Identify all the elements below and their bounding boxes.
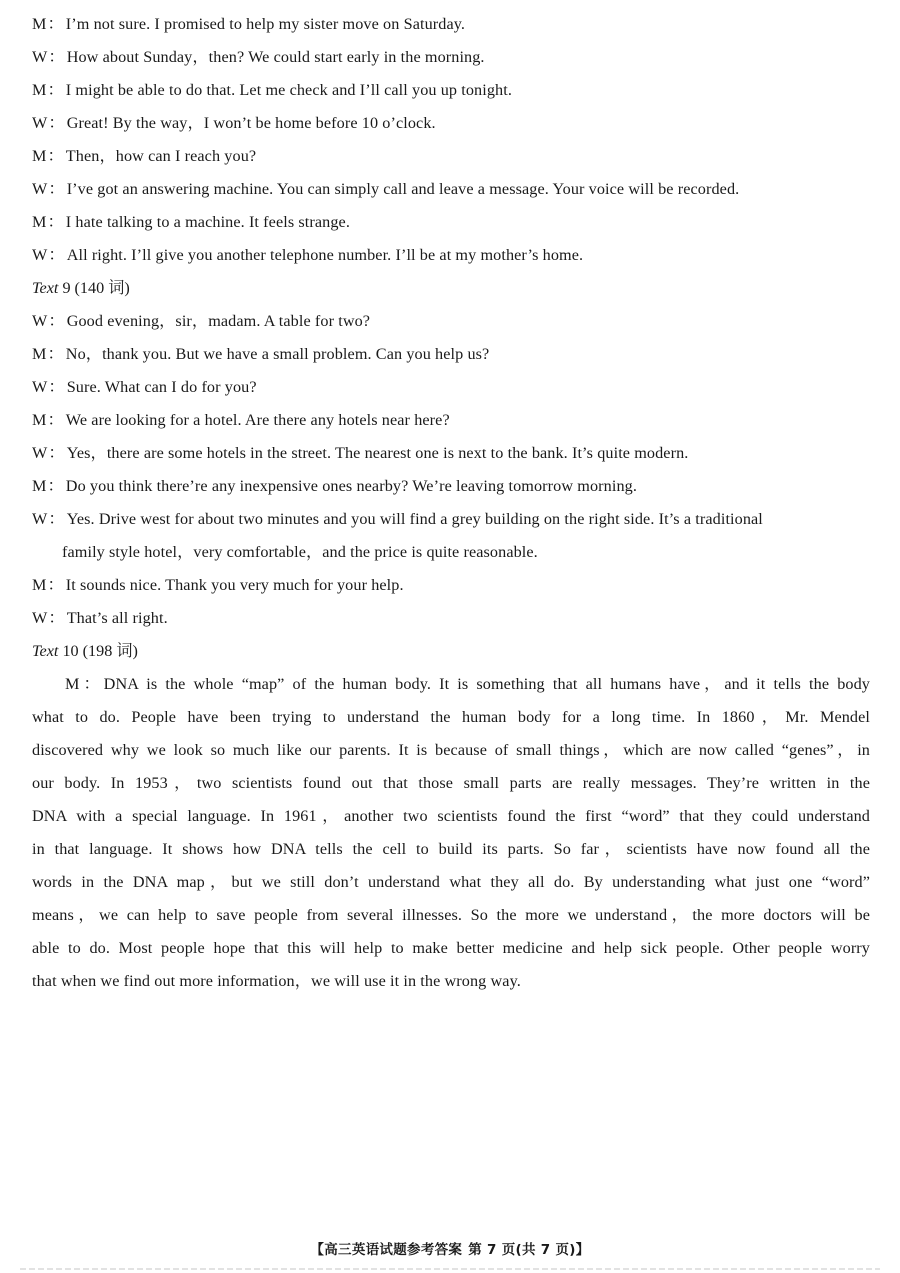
dialogue-text: I’m not sure. I promised to help my sister move on Saturday. xyxy=(65,15,466,33)
dialogue-text: I hate talking to a machine. It feels strange. xyxy=(65,213,350,231)
speaker-label: W xyxy=(32,48,48,66)
speaker-label: M xyxy=(32,477,47,495)
dialogue-text: No，thank you. But we have a small problem. Can you help us? xyxy=(65,345,490,363)
speaker-label: W xyxy=(32,378,48,396)
dialogue-text: It sounds nice. Thank you very much for your help. xyxy=(65,576,404,594)
section-name: Text xyxy=(32,642,59,660)
section-heading-text9 xyxy=(32,272,870,305)
section-number: 9 xyxy=(62,279,71,297)
dialogue-line xyxy=(32,305,870,338)
document-page xyxy=(32,8,870,998)
dialogue-line xyxy=(32,74,870,107)
speaker-label: M xyxy=(32,147,47,165)
dialogue-line xyxy=(32,41,870,74)
footer-page-number: 第 7 页(共 7 页)】 xyxy=(468,1242,590,1258)
section-number: 10 xyxy=(62,642,79,660)
paragraph-line: able to do. Most people hope that this will help to make better medicine and help sick people. Other people worry xyxy=(32,939,870,957)
speaker-label: M xyxy=(32,411,47,429)
speaker-label: W xyxy=(32,510,48,528)
dialogue-text: Yes. Drive west for about two minutes and you will find a grey building on the right side. It’s a traditional xyxy=(66,510,763,528)
speaker-separator: ： xyxy=(47,213,64,231)
dialogue-text: Sure. What can I do for you? xyxy=(66,378,257,396)
dialogue-line xyxy=(32,140,870,173)
section-word-count: (140 词) xyxy=(74,279,130,297)
dialogue-text: We are looking for a hotel. Are there any hotels near here? xyxy=(65,411,450,429)
paragraph-line: in that language. It shows how DNA tells the cell to build its parts. So far，scientists have now found all the xyxy=(32,840,870,858)
paragraph-line: discovered why we look so much like our parents. It is because of small things，which are now called “genes”，in xyxy=(32,741,870,759)
dialogue-text: How about Sunday，then? We could start early in the morning. xyxy=(66,48,485,66)
speaker-label: W xyxy=(32,180,48,198)
dialogue-line-continuation xyxy=(32,536,870,569)
dialogue-text: Good evening，sir，madam. A table for two? xyxy=(66,312,371,330)
speaker-separator: ： xyxy=(47,147,64,165)
dialogue-section-b xyxy=(32,305,870,635)
speaker-separator: ： xyxy=(47,81,64,99)
dialogue-line xyxy=(32,8,870,41)
speaker-label: W xyxy=(32,312,48,330)
speaker-label: M xyxy=(32,213,47,231)
speaker-separator: ： xyxy=(48,246,65,264)
dialogue-line xyxy=(32,107,870,140)
speaker-label: M xyxy=(32,576,47,594)
speaker-separator: ： xyxy=(48,444,65,462)
speaker-separator: ： xyxy=(47,477,64,495)
speaker-separator: ： xyxy=(47,345,64,363)
dialogue-text: All right. I’ll give you another telephone number. I’ll be at my mother’s home. xyxy=(66,246,584,264)
dialogue-line xyxy=(32,338,870,371)
speaker-label: W xyxy=(32,444,48,462)
speaker-label: W xyxy=(32,114,48,132)
dialogue-text: family style hotel，very comfortable，and the price is quite reasonable. xyxy=(62,543,538,561)
speaker-separator: ： xyxy=(48,114,65,132)
bottom-divider xyxy=(20,1268,880,1270)
paragraph-line: means，we can help to save people from several illnesses. So the more we understand，the more doctors will be xyxy=(32,906,870,924)
dialogue-line xyxy=(32,371,870,404)
monologue-paragraph xyxy=(32,668,870,998)
dialogue-line xyxy=(32,173,870,206)
dialogue-line xyxy=(32,503,870,536)
paragraph-line: DNA with a special language. In 1961，another two scientists found the first “word” that they could understand xyxy=(32,807,870,825)
dialogue-text: Do you think there’re any inexpensive ones nearby? We’re leaving tomorrow morning. xyxy=(65,477,637,495)
paragraph-line: what to do. People have been trying to understand the human body for a long time. In 1860，Mr. Mendel xyxy=(32,708,870,726)
dialogue-line xyxy=(32,569,870,602)
speaker-separator: ： xyxy=(48,378,65,396)
section-name: Text xyxy=(32,279,59,297)
speaker-label: M xyxy=(32,81,47,99)
paragraph-line: M：DNA is the whole “map” of the human body. It is something that all humans have，and it tells the body xyxy=(65,675,870,693)
paragraph-line: words in the DNA map，but we still don’t understand what they all do. By understanding what just one “word” xyxy=(32,873,870,891)
speaker-separator: ： xyxy=(47,576,64,594)
dialogue-text: I might be able to do that. Let me check and I’ll call you up tonight. xyxy=(65,81,512,99)
speaker-label: W xyxy=(32,246,48,264)
dialogue-line xyxy=(32,206,870,239)
footer-title: 【高三英语试题参考答案 xyxy=(310,1242,463,1258)
dialogue-text: Then，how can I reach you? xyxy=(65,147,257,165)
dialogue-text: I’ve got an answering machine. You can simply call and leave a message. Your voice will be recorded. xyxy=(66,180,740,198)
dialogue-line xyxy=(32,239,870,272)
dialogue-line xyxy=(32,404,870,437)
speaker-separator: ： xyxy=(48,609,65,627)
paragraph-line: that when we find out more information，we will use it in the wrong way. xyxy=(32,972,521,990)
section-heading-text10 xyxy=(32,635,870,668)
speaker-separator: ： xyxy=(48,312,65,330)
speaker-label: W xyxy=(32,609,48,627)
dialogue-text: Yes，there are some hotels in the street. The nearest one is next to the bank. It’s quite modern. xyxy=(66,444,689,462)
dialogue-text: That’s all right. xyxy=(66,609,168,627)
dialogue-section-a xyxy=(32,8,870,272)
speaker-separator: ： xyxy=(48,48,65,66)
speaker-separator: ： xyxy=(47,411,64,429)
dialogue-line xyxy=(32,602,870,635)
paragraph-line: our body. In 1953，two scientists found out that those small parts are really messages. They’re written in the xyxy=(32,774,870,792)
dialogue-text: Great! By the way，I won’t be home before 10 o’clock. xyxy=(66,114,436,132)
speaker-separator: ： xyxy=(47,15,64,33)
section-word-count: (198 词) xyxy=(82,642,138,660)
dialogue-line xyxy=(32,437,870,470)
speaker-label: M xyxy=(32,345,47,363)
speaker-label: M xyxy=(32,15,47,33)
speaker-separator: ： xyxy=(48,510,65,528)
dialogue-line xyxy=(32,470,870,503)
page-footer xyxy=(0,1238,900,1258)
speaker-separator: ： xyxy=(48,180,65,198)
